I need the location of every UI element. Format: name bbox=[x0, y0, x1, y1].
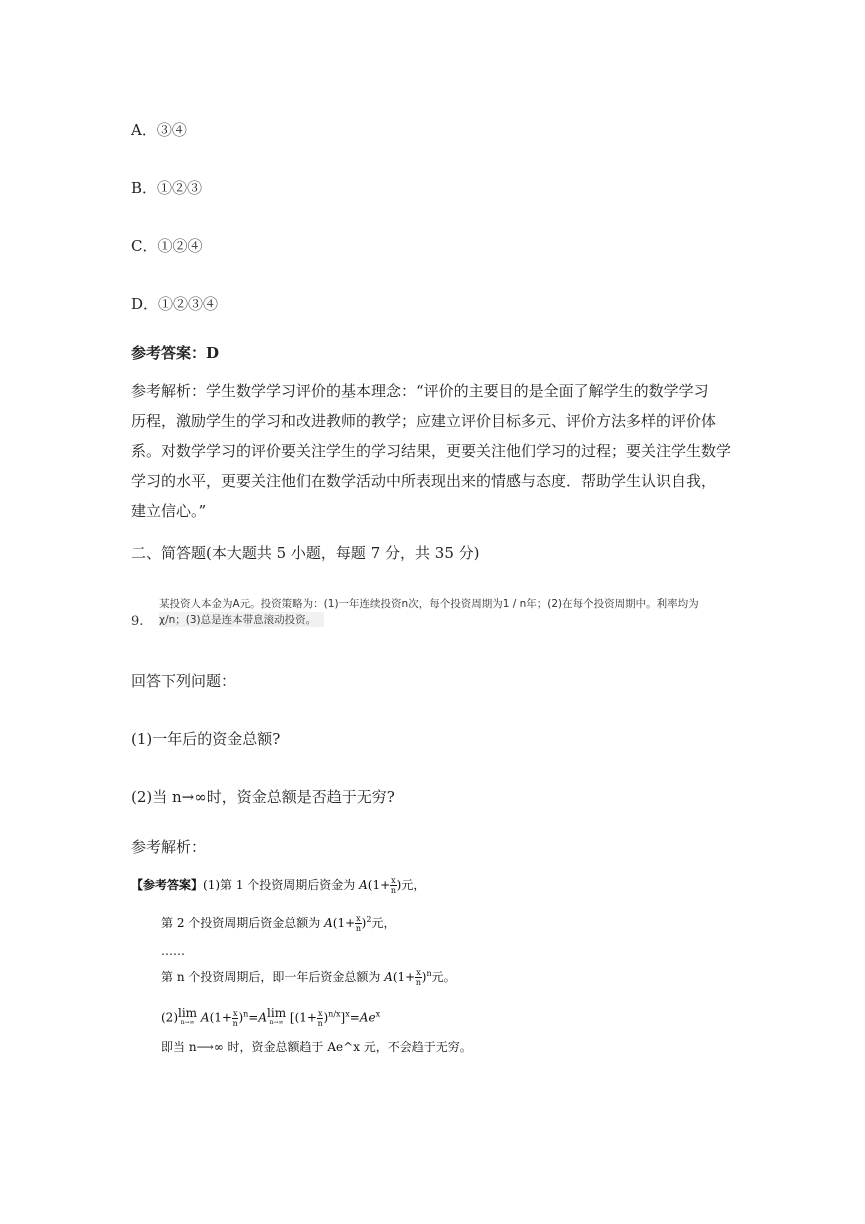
answer-tag: 【参考答案】 bbox=[131, 878, 204, 892]
answer-image bbox=[131, 872, 491, 1062]
question-snippet bbox=[131, 590, 699, 630]
analysis-line: 参考解析：学生数学学习评价的基本理念：“评价的主要目的是全面了解学生的数学学习 bbox=[131, 382, 709, 400]
answer-line-2: 第 2 个投资周期后资金总额为 A(1+ $\frac{x}{n}$ )$^2$元， bbox=[161, 914, 396, 933]
option-c: C．①②④ bbox=[131, 237, 203, 255]
sub-question-1: (1)一年后的资金总额? bbox=[131, 730, 281, 748]
option-b: B．①②③ bbox=[131, 179, 203, 197]
answer-line-3: …… bbox=[161, 944, 185, 958]
option-d: D．①②③④ bbox=[131, 295, 219, 313]
section-title: 二、简答题(本大题共 5 小题，每题 7 分，共 35 分) bbox=[131, 544, 480, 562]
ref-label: 参考解析： bbox=[131, 838, 207, 856]
option-a: A．③④ bbox=[131, 121, 187, 139]
answer-line-4: 第 n 个投资周期后，即一年后资金总额为 A(1+ $\frac{x}{n}$ )$^n$元。 bbox=[161, 968, 456, 987]
prompt-text: 回答下列问题： bbox=[131, 672, 237, 690]
answer-line-5: (2)lim n→∞ A(1+ $\frac{x}{n}$ )$^n$=Alim n→∞ [(1+ $\frac{x}{n}$ )$^{n/x}]^x=Ae^x$ bbox=[161, 1006, 381, 1028]
analysis-line: 系。对数学学习的评价要关注学生的学习结果，更要关注他们学习的过程；要关注学生数学 bbox=[131, 442, 732, 460]
question-number: 9. bbox=[131, 614, 144, 629]
analysis-line: 建立信心。” bbox=[131, 502, 207, 520]
answer-label: 参考答案：D bbox=[131, 344, 220, 362]
analysis-paragraph bbox=[131, 376, 751, 526]
sub-question-2: (2)当 n→∞时，资金总额是否趋于无穷? bbox=[131, 788, 395, 806]
answer-line-1: 【参考答案】(1)第 1 个投资周期后资金为 A(1+ $\frac{x}{n}$ )元， bbox=[131, 876, 426, 895]
question-line-2: χ/n；(3)总是连本带息滚动投资。 bbox=[159, 612, 324, 627]
analysis-line: 历程，激励学生的学习和改进教师的教学；应建立评价目标多元、评价方法多样的评价体 bbox=[131, 412, 717, 430]
answer-line-6: 即当 n⟶∞ 时，资金总额趋于 Ae^x 元，不会趋于无穷。 bbox=[161, 1040, 472, 1054]
question-line-1: 某投资人本金为A元。投资策略为：(1)一年连续投资n次，每个投资周期为1 / n年；(2)在每个投资周期中。利率均为 bbox=[159, 598, 699, 610]
analysis-line: 学习的水平，更要关注他们在数学活动中所表现出来的情感与态度．帮助学生认识自我， bbox=[131, 472, 717, 490]
